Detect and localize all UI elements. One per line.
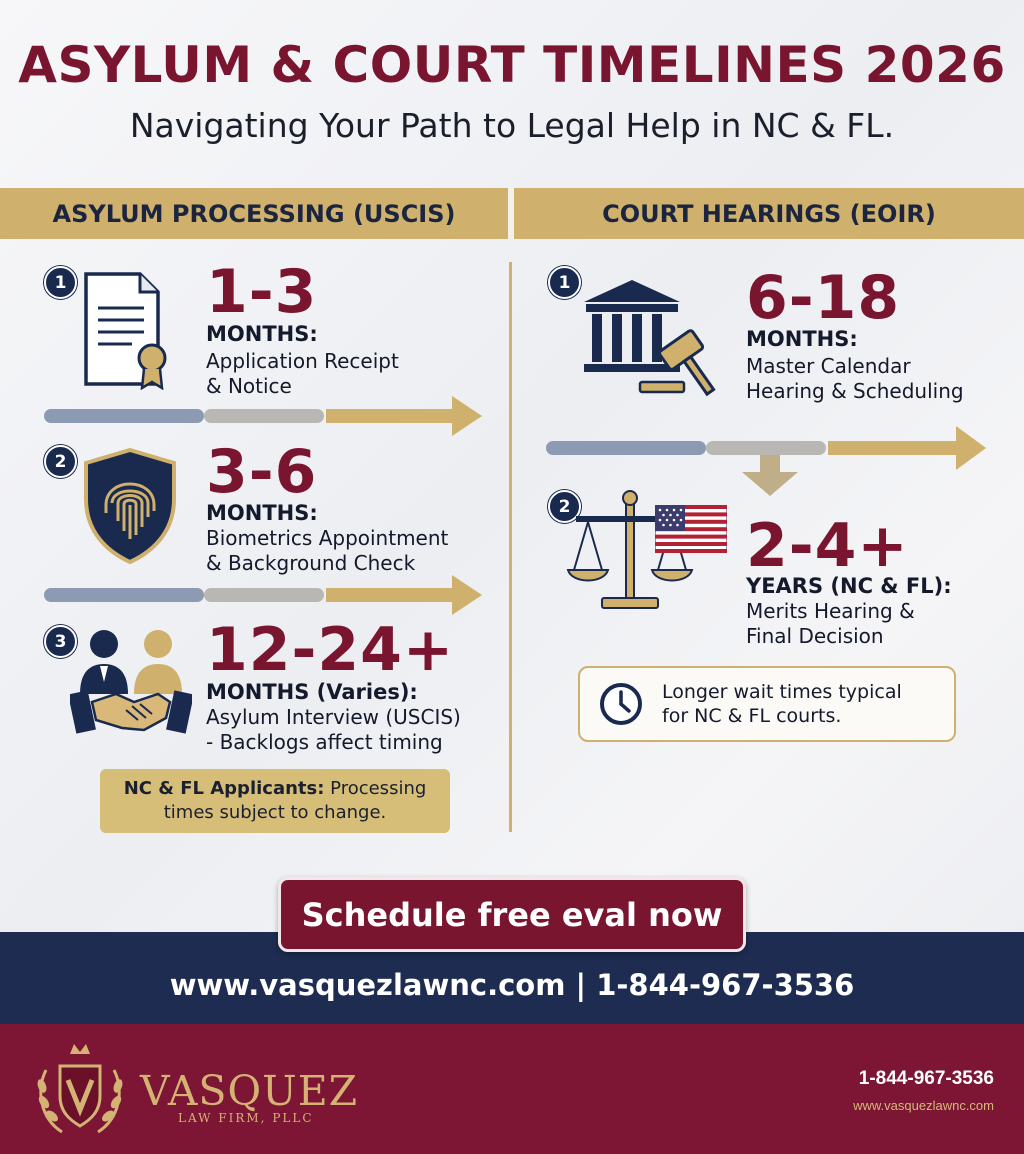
page-title: ASYLUM & COURT TIMELINES 2026 <box>18 36 1006 94</box>
step-description-line1: Merits Hearing & <box>746 599 915 623</box>
step-description-line1: Asylum Interview (USCIS) <box>206 705 461 729</box>
document-icon <box>82 272 174 390</box>
clock-icon <box>598 681 644 727</box>
note-bold-label: NC & FL Applicants: <box>123 778 325 799</box>
step-duration: 3-6 <box>206 437 318 507</box>
fingerprint-shield-icon <box>80 447 180 565</box>
applicants-note <box>100 769 450 833</box>
step-unit: YEARS (NC & FL): <box>746 574 952 598</box>
step-duration: 1-3 <box>206 257 318 327</box>
us-flag-icon <box>655 505 727 553</box>
footer-brand-subtitle: LAW FIRM, PLLC <box>178 1111 314 1125</box>
step-unit: MONTHS: <box>206 322 318 346</box>
law-firm-logo-icon <box>32 1040 128 1140</box>
step-description-line2: Hearing & Scheduling <box>746 379 964 403</box>
step-description-line2: & Notice <box>206 374 292 398</box>
step-duration: 6-18 <box>746 263 901 333</box>
step-number-badge: 2 <box>548 490 581 523</box>
asylum-section-heading: ASYLUM PROCESSING (USCIS) <box>0 188 508 239</box>
courthouse-gavel-icon <box>580 278 730 400</box>
step-duration: 12-24+ <box>206 615 455 685</box>
progress-arrow <box>44 396 484 438</box>
column-divider <box>509 262 512 832</box>
step-description-line1: Biometrics Appointment <box>206 526 449 550</box>
step-unit: MONTHS (Varies): <box>206 680 418 704</box>
step-description-line2: Final Decision <box>746 624 884 648</box>
wait-times-callout <box>578 666 956 742</box>
step-description-line1: Master Calendar <box>746 354 911 378</box>
step-number-badge: 1 <box>548 266 581 299</box>
page-subtitle: Navigating Your Path to Legal Help in NC & FL. <box>129 106 895 145</box>
progress-arrow <box>44 575 484 617</box>
note-text-line2: times subject to change. <box>163 802 387 823</box>
step-unit: MONTHS: <box>206 501 318 525</box>
step-description-line2: - Backlogs affect timing <box>206 730 443 754</box>
schedule-eval-button[interactable]: Schedule free eval now <box>278 877 746 952</box>
callout-text-line2: for NC & FL courts. <box>662 705 842 727</box>
step-unit: MONTHS: <box>746 327 858 351</box>
note-text: Processing <box>324 778 427 799</box>
step-description-line2: & Background Check <box>206 551 416 575</box>
step-duration: 2-4+ <box>746 511 909 581</box>
footer-brand-name: VASQUEZ <box>140 1067 359 1115</box>
handshake-icon <box>70 622 192 740</box>
footer-website[interactable]: www.vasquezlawnc.com <box>853 1098 994 1113</box>
court-section-heading: COURT HEARINGS (EOIR) <box>514 188 1024 239</box>
step-description-line1: Application Receipt <box>206 349 399 373</box>
footer-phone[interactable]: 1-844-967-3536 <box>858 1068 994 1089</box>
step-number-badge: 3 <box>44 625 77 658</box>
step-number-badge: 2 <box>44 445 77 478</box>
callout-text-line1: Longer wait times typical <box>662 681 902 703</box>
step-number-badge: 1 <box>44 266 77 299</box>
contact-line[interactable]: www.vasquezlawnc.com | 1-844-967-3536 <box>169 968 855 1002</box>
